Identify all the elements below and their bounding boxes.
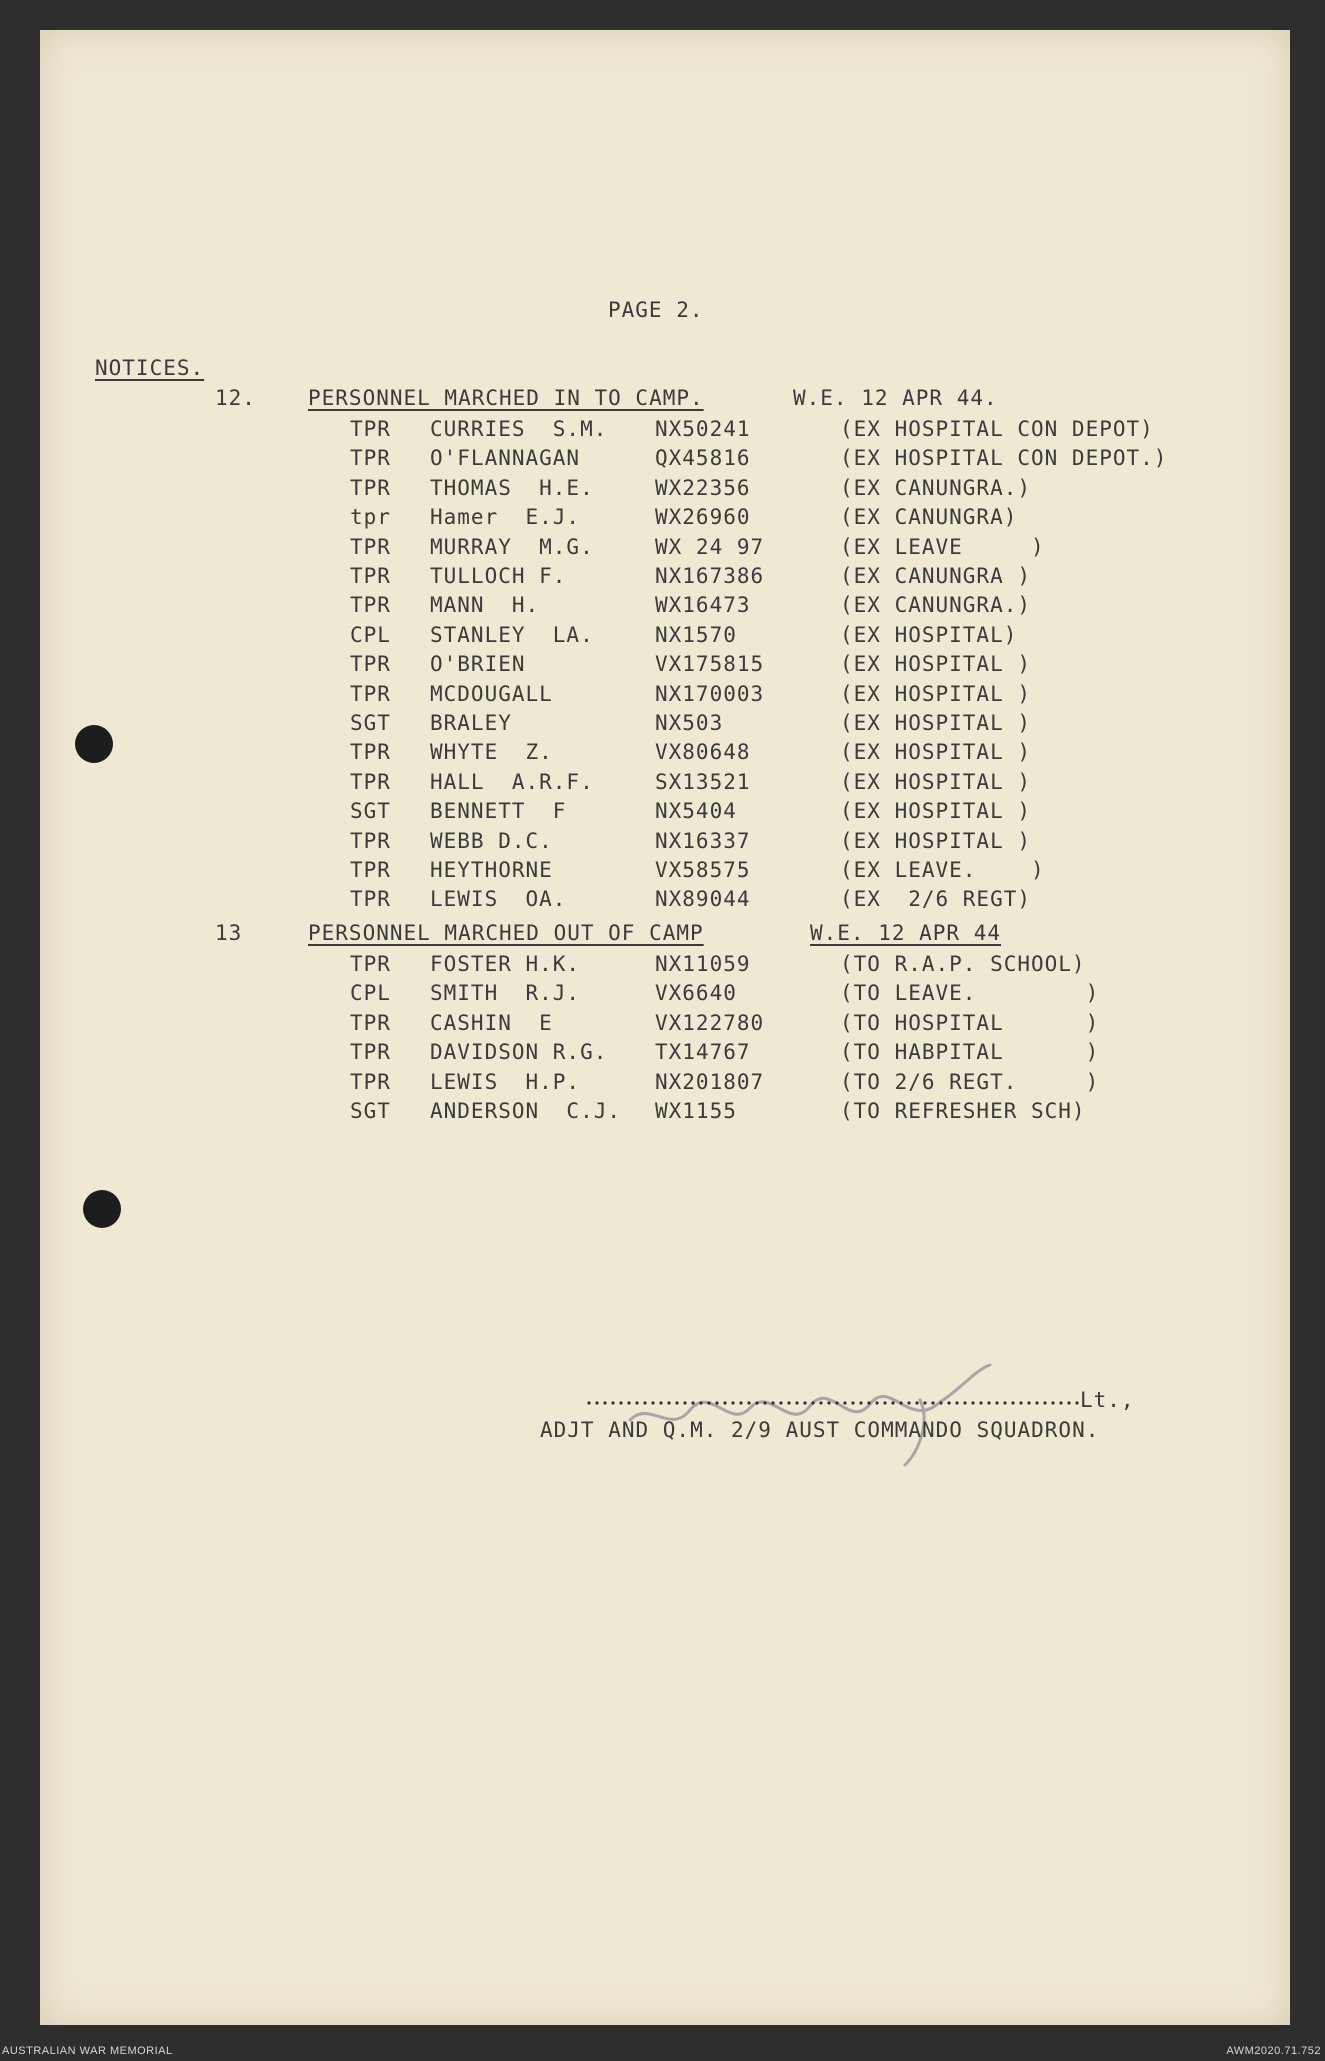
personnel-rank: TPR (350, 593, 391, 618)
personnel-row (40, 981, 1290, 1010)
section-out-week-end: W.E. 12 APR 44 (810, 921, 1002, 945)
personnel-number: TX14767 (655, 1040, 751, 1065)
handwritten-signature (620, 1360, 1070, 1470)
personnel-row (40, 770, 1290, 799)
personnel-note: (EX HOSPITAL ) (840, 652, 1032, 677)
personnel-row (40, 446, 1290, 475)
document-sheet (40, 30, 1290, 2025)
personnel-number: NX201807 (655, 1069, 765, 1094)
personnel-note: (TO 2/6 REGT. ) (840, 1069, 1100, 1094)
personnel-rank: TPR (350, 828, 391, 853)
personnel-rank: CPL (350, 981, 391, 1006)
personnel-note: (EX LEAVE. ) (840, 858, 1045, 882)
personnel-number: VX122780 (655, 1010, 765, 1035)
personnel-note: (EX HOSPITAL ) (840, 799, 1032, 824)
personnel-row (40, 1099, 1290, 1128)
personnel-number: NX170003 (655, 681, 765, 706)
personnel-number: WX16473 (655, 593, 751, 618)
footer-left: AUSTRALIAN WAR MEMORIAL (2, 2045, 173, 2057)
personnel-name: ANDERSON C.J. (430, 1099, 622, 1123)
personnel-row (40, 799, 1290, 828)
personnel-note: (EX CANUNGRA ) (840, 564, 1032, 588)
personnel-row (40, 887, 1290, 916)
personnel-row (40, 623, 1290, 652)
personnel-note: (EX HOSPITAL CON DEPOT.) (840, 446, 1168, 471)
personnel-name: CASHIN E (430, 1010, 553, 1035)
personnel-name: O'FLANNAGAN (430, 446, 581, 471)
personnel-rank: TPR (350, 417, 391, 441)
personnel-row (40, 593, 1290, 622)
personnel-rank: TPR (350, 887, 391, 912)
personnel-rank: TPR (350, 652, 391, 677)
personnel-number: SX13521 (655, 769, 751, 794)
personnel-number: NX50241 (655, 417, 751, 441)
personnel-rank: TPR (350, 534, 391, 559)
personnel-name: HEYTHORNE (430, 858, 553, 882)
personnel-name: BENNETT F (430, 799, 567, 824)
personnel-note: (EX HOSPITAL ) (840, 681, 1032, 706)
personnel-rank: tpr (350, 505, 391, 530)
personnel-name: Hamer E.J. (430, 505, 581, 530)
personnel-number: VX175815 (655, 652, 765, 677)
personnel-name: DAVIDSON R.G. (430, 1040, 608, 1065)
personnel-row (40, 829, 1290, 858)
personnel-row (40, 740, 1290, 769)
personnel-row (40, 682, 1290, 711)
personnel-rank: SGT (350, 799, 391, 824)
personnel-number: WX 24 97 (655, 534, 765, 559)
section-in-number: 12. (215, 386, 256, 410)
personnel-name: THOMAS H.E. (430, 475, 594, 500)
personnel-number: NX89044 (655, 887, 751, 912)
personnel-number: NX167386 (655, 564, 765, 588)
personnel-rank: SGT (350, 711, 391, 735)
personnel-rank: TPR (350, 1069, 391, 1094)
page-label: PAGE 2. (608, 298, 704, 322)
personnel-note: (TO REFRESHER SCH) (840, 1099, 1086, 1123)
personnel-note: (EX HOSPITAL ) (840, 769, 1032, 794)
personnel-rank: TPR (350, 681, 391, 706)
signature-title: ADJT AND Q.M. 2/9 AUST COMMANDO SQUADRON. (540, 1418, 1100, 1442)
personnel-row (40, 564, 1290, 593)
personnel-number: NX503 (655, 711, 724, 735)
personnel-rank: SGT (350, 1099, 391, 1123)
personnel-row (40, 1011, 1290, 1040)
personnel-row (40, 652, 1290, 681)
personnel-row (40, 505, 1290, 534)
personnel-row (40, 1070, 1290, 1099)
notices-heading: NOTICES. (95, 356, 205, 380)
personnel-number: WX22356 (655, 475, 751, 500)
personnel-name: BRALEY (430, 711, 512, 735)
personnel-name: MURRAY M.G. (430, 534, 594, 559)
personnel-name: LEWIS H.P. (430, 1069, 581, 1094)
personnel-note: (EX HOSPITAL ) (840, 828, 1032, 853)
section-out-title: PERSONNEL MARCHED OUT OF CAMP (308, 921, 704, 945)
personnel-name: HALL A.R.F. (430, 769, 594, 794)
personnel-name: MCDOUGALL (430, 681, 553, 706)
personnel-row (40, 417, 1290, 446)
personnel-name: STANLEY LA. (430, 622, 594, 647)
personnel-number: NX5404 (655, 799, 737, 824)
personnel-note: (EX CANUNGRA.) (840, 593, 1032, 618)
signature-rank-suffix: Lt., (1080, 1388, 1135, 1412)
personnel-rank: TPR (350, 769, 391, 794)
section-out-number: 13 (215, 921, 243, 945)
personnel-number: NX1570 (655, 622, 737, 647)
personnel-row (40, 952, 1290, 981)
personnel-number: QX45816 (655, 446, 751, 471)
personnel-number: VX6640 (655, 981, 737, 1006)
personnel-row (40, 1040, 1290, 1069)
personnel-note: (TO HABPITAL ) (840, 1040, 1100, 1065)
personnel-name: TULLOCH F. (430, 564, 567, 588)
personnel-row (40, 858, 1290, 887)
personnel-name: FOSTER H.K. (430, 952, 581, 976)
section-in-title: PERSONNEL MARCHED IN TO CAMP. (308, 386, 704, 410)
personnel-note: (EX HOSPITAL CON DEPOT) (840, 417, 1154, 441)
personnel-rank: TPR (350, 475, 391, 500)
personnel-name: CURRIES S.M. (430, 417, 608, 441)
personnel-row (40, 535, 1290, 564)
personnel-note: (EX HOSPITAL) (840, 622, 1018, 647)
personnel-note: (TO LEAVE. ) (840, 981, 1100, 1006)
personnel-rank: TPR (350, 740, 391, 765)
personnel-rank: CPL (350, 622, 391, 647)
personnel-number: WX1155 (655, 1099, 737, 1123)
personnel-note: (TO R.A.P. SCHOOL) (840, 952, 1086, 976)
footer-right: AWM2020.71.752 (1226, 2045, 1321, 2057)
personnel-name: SMITH R.J. (430, 981, 581, 1006)
personnel-name: O'BRIEN (430, 652, 526, 677)
personnel-name: MANN H. (430, 593, 540, 618)
personnel-number: WX26960 (655, 505, 751, 530)
personnel-note: (EX HOSPITAL ) (840, 740, 1032, 765)
personnel-row (40, 476, 1290, 505)
personnel-rank: TPR (350, 1010, 391, 1035)
personnel-number: VX58575 (655, 858, 751, 882)
personnel-note: (EX 2/6 REGT) (840, 887, 1032, 912)
personnel-note: (EX CANUNGRA.) (840, 475, 1032, 500)
personnel-note: (EX HOSPITAL ) (840, 711, 1032, 735)
personnel-name: WEBB D.C. (430, 828, 553, 853)
personnel-rank: TPR (350, 858, 391, 882)
personnel-number: NX11059 (655, 952, 751, 976)
personnel-number: VX80648 (655, 740, 751, 765)
personnel-name: WHYTE Z. (430, 740, 553, 765)
personnel-rank: TPR (350, 564, 391, 588)
personnel-row (40, 711, 1290, 740)
personnel-rank: TPR (350, 952, 391, 976)
personnel-note: (TO HOSPITAL ) (840, 1010, 1100, 1035)
personnel-note: (EX LEAVE ) (840, 534, 1045, 559)
signature-dotted-line (585, 1400, 1080, 1406)
personnel-name: LEWIS OA. (430, 887, 567, 912)
personnel-rank: TPR (350, 446, 391, 471)
personnel-note: (EX CANUNGRA) (840, 505, 1018, 530)
section-in-week-end: W.E. 12 APR 44. (793, 386, 998, 410)
punch-hole-bottom (83, 1190, 121, 1228)
personnel-number: NX16337 (655, 828, 751, 853)
personnel-rank: TPR (350, 1040, 391, 1065)
